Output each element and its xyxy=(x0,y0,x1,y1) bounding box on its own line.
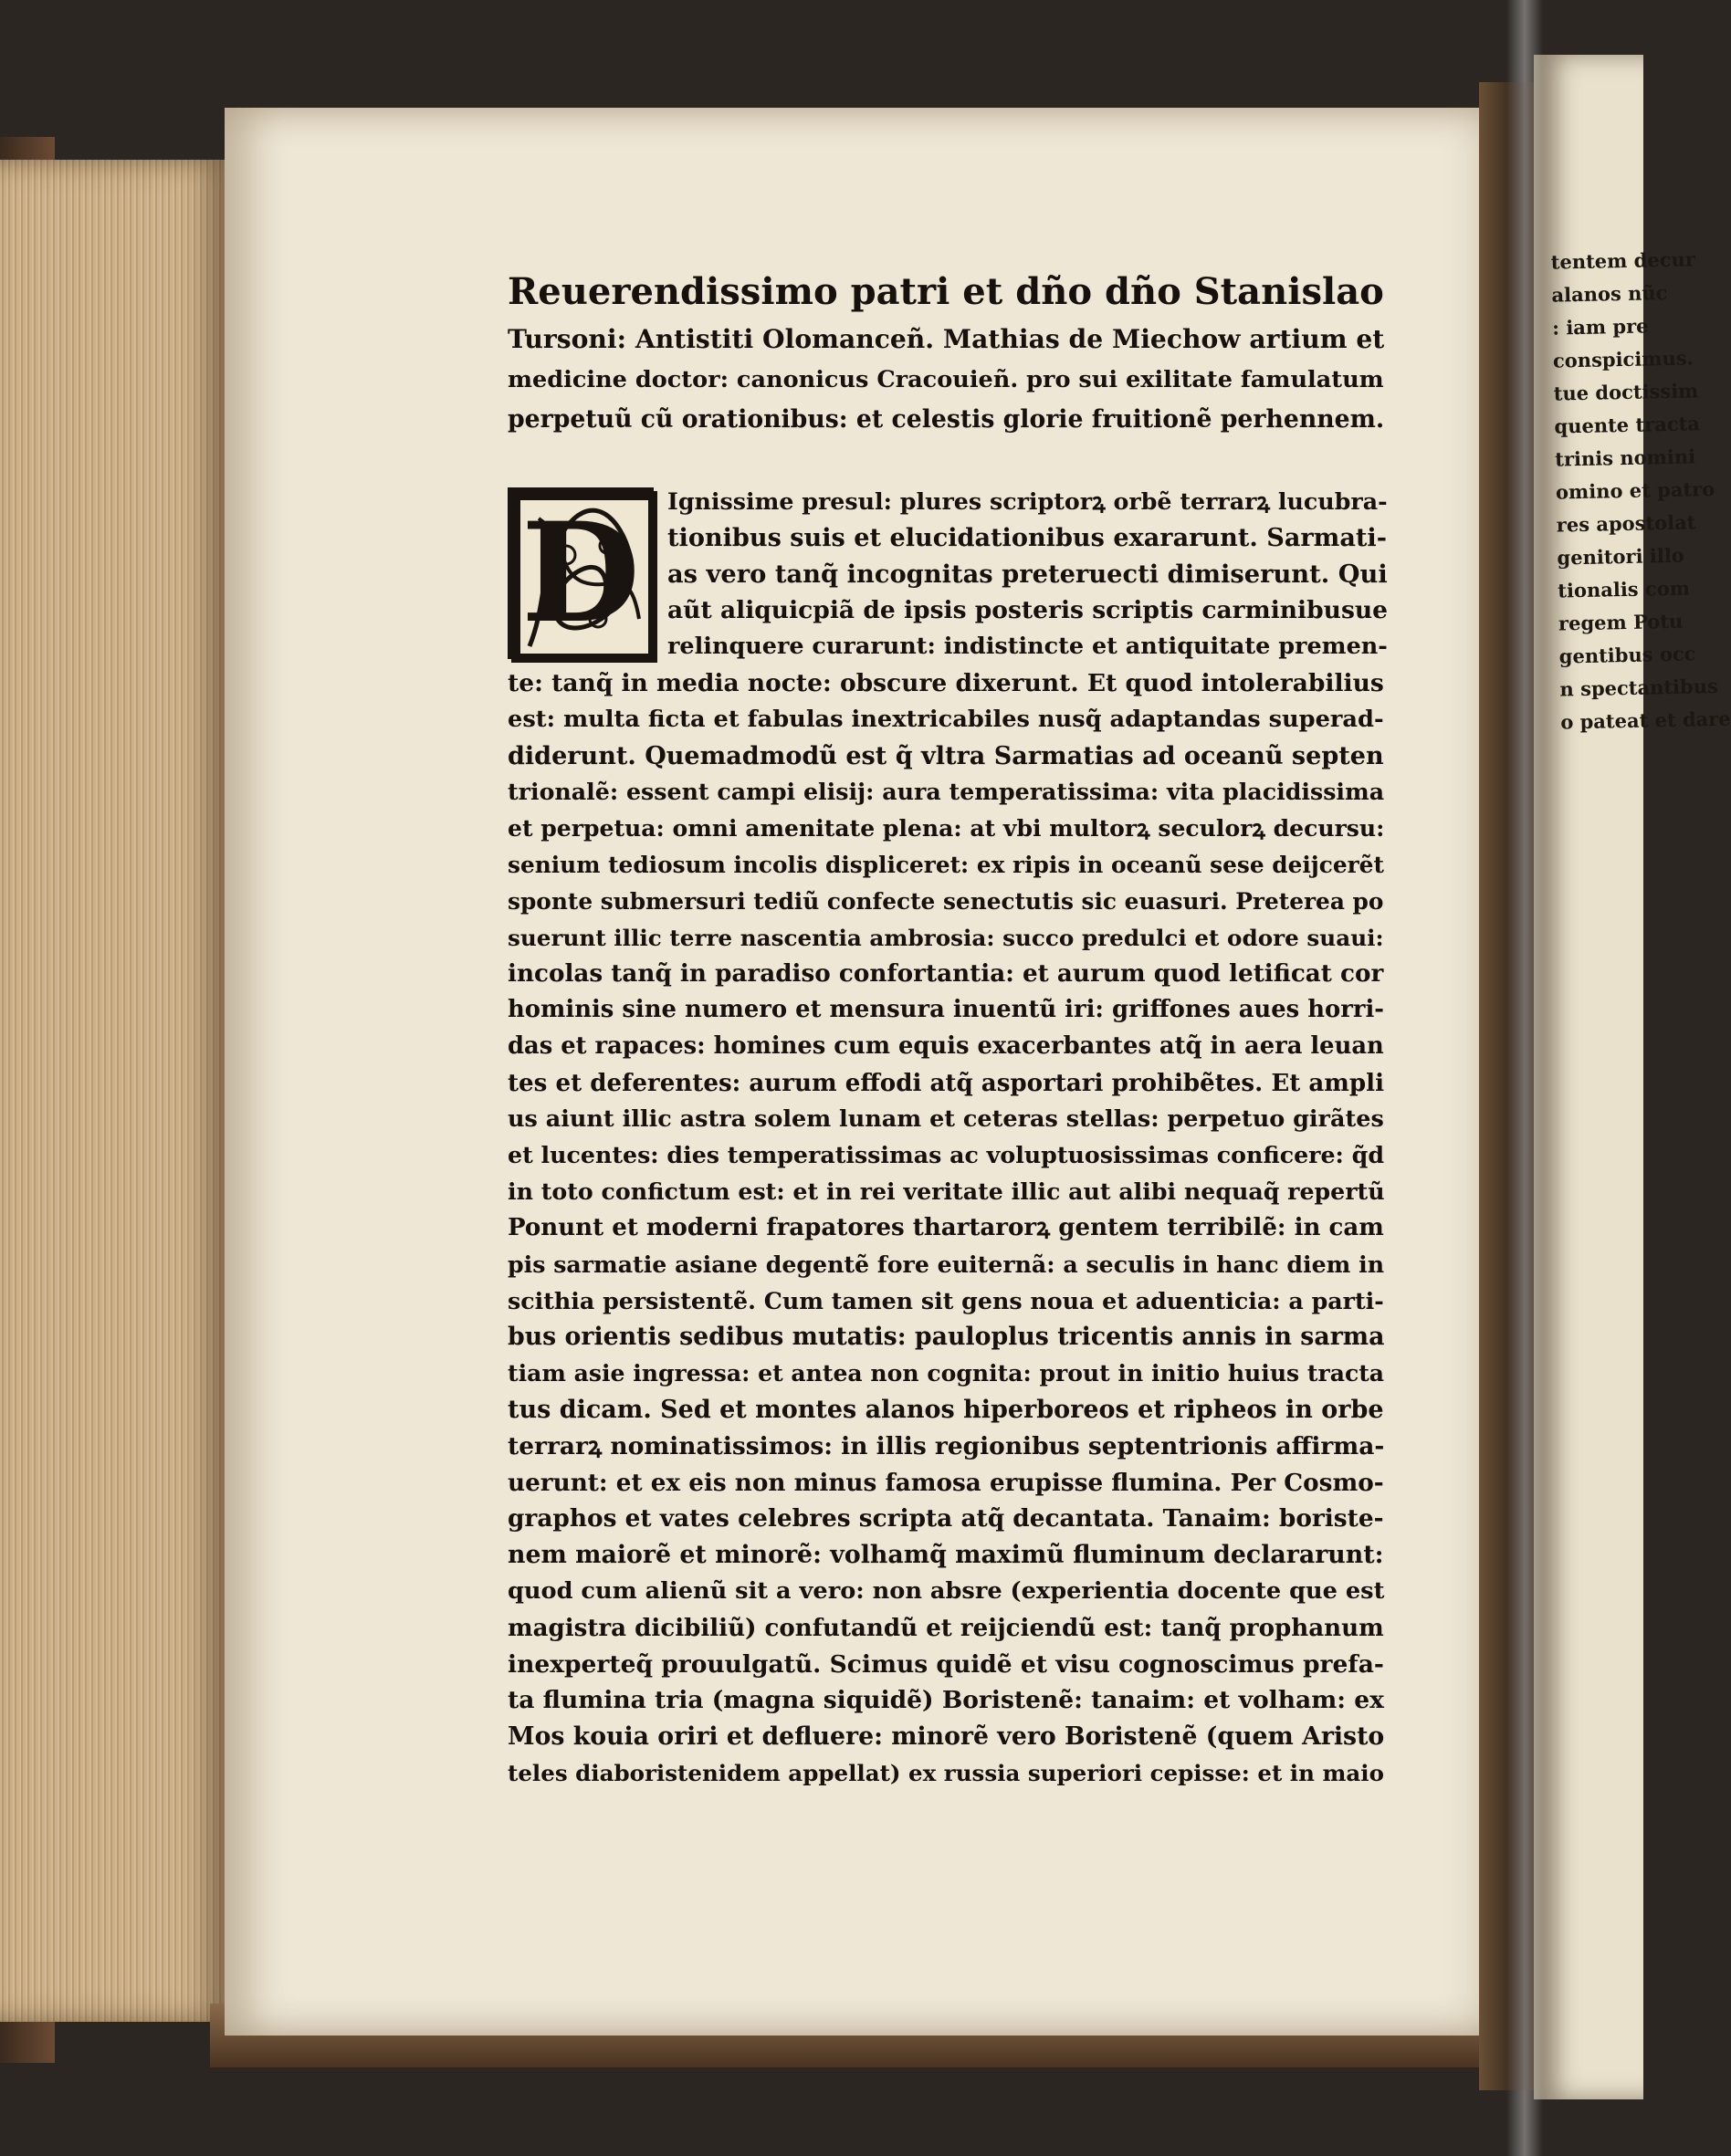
body-line: te: tanq̃ in media nocte: obscure dixerunt. Et quod intolerabilius xyxy=(508,668,1384,697)
body-line: scithia persistentẽ. Cum tamen sit gens noua et aduenticia: a parti- xyxy=(508,1286,1384,1314)
body-line: trionalẽ: essent campi elisij: aura temperatissima: vita placidissima xyxy=(508,778,1385,806)
body-text xyxy=(508,484,1402,1792)
body-line: graphos et vates celebres scripta atq̃ decantata. Tanaim: boriste- xyxy=(508,1504,1384,1533)
body-line: suerunt illic terre nascentia ambrosia: succo predulci et odore suaui: xyxy=(508,924,1384,951)
heading-line: Reuerendissimo patri et dño dño Stanislao xyxy=(508,270,1384,313)
facing-page-line: tentem decur xyxy=(1550,247,1696,274)
body-line: et lucentes: dies temperatissimas ac voluptuosissimas conficere: q̃d xyxy=(508,1141,1385,1169)
body-line: hominis sine numero et mensura inuentũ iri: griffones aues horri- xyxy=(508,996,1385,1024)
body-line: et perpetua: omni amenitate plena: at vbi multorꝝ seculorꝝ decursu: xyxy=(508,814,1385,843)
dedication-heading xyxy=(508,265,1402,440)
body-line: senium tediosum incolis displiceret: ex ripis in oceanũ sese deijcerẽt xyxy=(508,851,1384,878)
facing-page-line: tionalis com xyxy=(1558,576,1691,602)
facing-page-line: o pateat et dare xyxy=(1560,706,1731,734)
body-line: Ponunt et moderni frapatores thartarorꝝ gentem terribilẽ: in cam xyxy=(508,1213,1384,1241)
body-line: sponte submersuri tediũ confecte senectutis sic euasuri. Preterea po xyxy=(508,887,1384,915)
body-line: relinquere curarunt: indistincte et antiquitate premen- xyxy=(667,633,1388,661)
body-line: Mos kouia oriri et defluere: minorẽ vero Boristenẽ (quem Aristo xyxy=(508,1722,1385,1752)
body-line: as vero tanq̃ incognitas preteruecti dimiserunt. Qui xyxy=(667,559,1388,589)
facing-page-line: regem Potu xyxy=(1558,609,1684,635)
facing-page-text xyxy=(1550,243,1731,738)
body-line: incolas tanq̃ in paradiso confortantia: et aurum quod letificat cor xyxy=(508,959,1384,989)
facing-page-line: quente tracta xyxy=(1554,412,1701,438)
left-page-edges xyxy=(0,160,228,2022)
facing-page-line: res apostolat xyxy=(1556,510,1696,537)
body-line: terrarꝝ nominatissimos: in illis regionibus septentrionis affirma- xyxy=(508,1431,1385,1460)
facing-page-line: trinis nomini xyxy=(1554,445,1696,471)
body-line: nem maiorẽ et minorẽ: volhamq̃ maximũ fluminum declararunt: xyxy=(508,1541,1384,1570)
body-line: das et rapaces: homines cum equis exacerbantes atq̃ in aera leuan xyxy=(508,1031,1384,1060)
body-line: aũt aliquicpiã de ipsis posteris scriptis carminibusue xyxy=(667,596,1389,625)
body-line: us aiunt illic astra solem lunam et ceteras stellas: perpetuo girãtes xyxy=(508,1104,1384,1133)
facing-page-line: tue doctissim xyxy=(1553,379,1699,405)
body-line: magistra dicibiliũ) confutandũ et reijciendũ est: tanq̃ prophanum xyxy=(508,1613,1384,1642)
body-line: diderunt. Quemadmodũ est q̃ vltra Sarmatias ad oceanũ septen xyxy=(508,741,1384,770)
heading-line: Tursoni: Antistiti Olomanceñ. Mathias de Miechow artium et xyxy=(508,324,1385,354)
body-line: teles diaboristenidem appellat) ex russia superiori cepisse: et in maio xyxy=(508,1759,1384,1786)
initial-letter: D xyxy=(520,493,641,654)
facing-page-line: genitori illo xyxy=(1557,543,1685,570)
body-line: ta flumina tria (magna siquidẽ) Boristenẽ: tanaim: et volham: ex xyxy=(508,1686,1384,1715)
body-line: Ignissime presul: plures scriptorꝝ orbẽ terrarꝝ lucubra- xyxy=(667,487,1388,515)
text-block xyxy=(508,265,1402,1786)
page-holder-strip xyxy=(1506,0,1543,2156)
facing-page-line: : iam pre xyxy=(1551,314,1649,340)
facing-page-line: omino et patro xyxy=(1555,476,1715,504)
body-line: tus dicam. Sed et montes alanos hiperboreos et ripheos in orbe xyxy=(508,1395,1384,1424)
body-line: quod cum alienũ sit a vero: non absre (experientia docente que est xyxy=(508,1576,1385,1605)
body-line: tes et deferentes: aurum effodi atq̃ asportari prohibẽtes. Et ampli xyxy=(508,1068,1385,1097)
body-line: uerunt: et ex eis non minus famosa erupisse flumina. Per Cosmo- xyxy=(508,1468,1384,1497)
body-line: tionibus suis et elucidationibus exararunt. Sarmati- xyxy=(667,523,1387,552)
body-line: est: multa ficta et fabulas inextricabiles nusq̃ adaptandas superad- xyxy=(508,705,1384,733)
facing-page-line: n spectantibus xyxy=(1559,674,1719,701)
facing-page xyxy=(1534,55,1731,2099)
heading-line: perpetuũ cũ orationibus: et celestis glorie fruitionẽ perhennem. xyxy=(508,405,1385,434)
body-line: inexperteq̃ prouulgatũ. Scimus quidẽ et visu cognoscimus prefa- xyxy=(508,1649,1384,1679)
body-line: pis sarmatie asiane degentẽ fore euiternã: a seculis in hanc diem in xyxy=(508,1250,1385,1278)
body-line: tiam asie ingressa: et antea non cognita: prout in initio huius tracta xyxy=(508,1359,1385,1387)
heading-line: medicine doctor: canonicus Cracouieñ. pro sui exilitate famulatum xyxy=(508,366,1384,393)
facing-page-line: conspicimus. xyxy=(1552,346,1694,372)
body-line: bus orientis sedibus mutatis: pauloplus tricentis annis in sarma xyxy=(508,1323,1385,1352)
body-line: in toto confictum est: et in rei veritate illic aut alibi nequaq̃ repertũ xyxy=(508,1177,1385,1206)
facing-page-line: gentibus occ xyxy=(1558,642,1696,668)
facing-page-line: alanos nũc xyxy=(1551,280,1668,307)
